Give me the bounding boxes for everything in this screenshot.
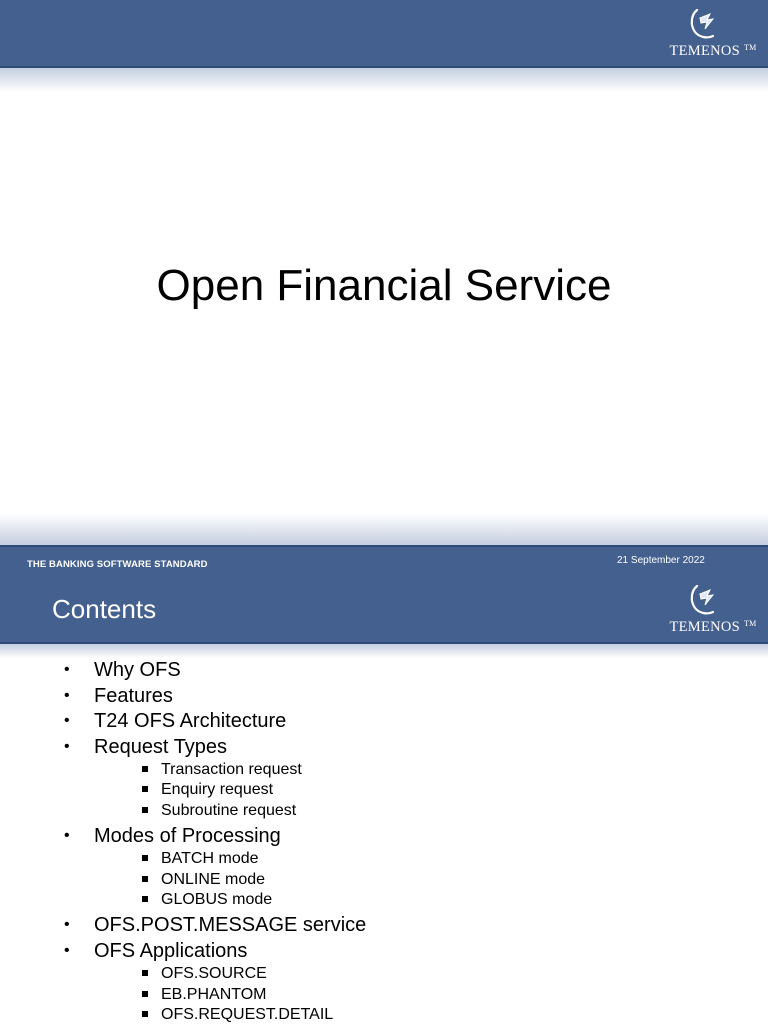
contents-subitem: EB.PHANTOM (0, 985, 768, 1005)
slide1-header-band (0, 0, 768, 66)
contents-item: • Why OFS (0, 658, 768, 684)
slide1-header-shadow (0, 68, 768, 92)
contents-subitem: BATCH mode (0, 849, 768, 869)
logo-trademark: TM (743, 619, 757, 628)
tagline: THE BANKING SOFTWARE STANDARD (27, 559, 208, 570)
contents-subitem: ONLINE mode (0, 870, 768, 890)
slide2-header-shadow (0, 644, 768, 658)
contents-item: • OFS.POST.MESSAGE service (0, 913, 768, 939)
contents-item: • Request Types (0, 735, 768, 761)
slide1-temenos-logo (663, 4, 763, 64)
contents-subitem: OFS.SOURCE (0, 964, 768, 984)
contents-subitem: Enquiry request (0, 780, 768, 800)
contents-item: • Modes of Processing (0, 824, 768, 850)
logo-trademark: TM (743, 43, 757, 52)
slide2-temenos-logo (663, 580, 763, 640)
logo-wordmark: TEMENOS (669, 43, 741, 59)
slide1-footer-shadow (0, 514, 768, 545)
contents-list (0, 658, 768, 1025)
temenos-globe-icon (688, 580, 722, 618)
contents-item: • Features (0, 684, 768, 710)
contents-title: Contents (52, 594, 157, 624)
contents-item: • T24 OFS Architecture (0, 709, 768, 735)
contents-subitem: Transaction request (0, 760, 768, 780)
contents-subitem: OFS.REQUEST.DETAIL (0, 1005, 768, 1025)
logo-wordmark: TEMENOS (669, 619, 741, 635)
slide-date: 21 September 2022 (617, 555, 705, 566)
slide1-title: Open Financial Service (156, 261, 612, 310)
contents-item: • OFS Applications (0, 939, 768, 965)
contents-subitem: Subroutine request (0, 801, 768, 821)
temenos-globe-icon (688, 4, 722, 42)
contents-subitem: GLOBUS mode (0, 890, 768, 910)
